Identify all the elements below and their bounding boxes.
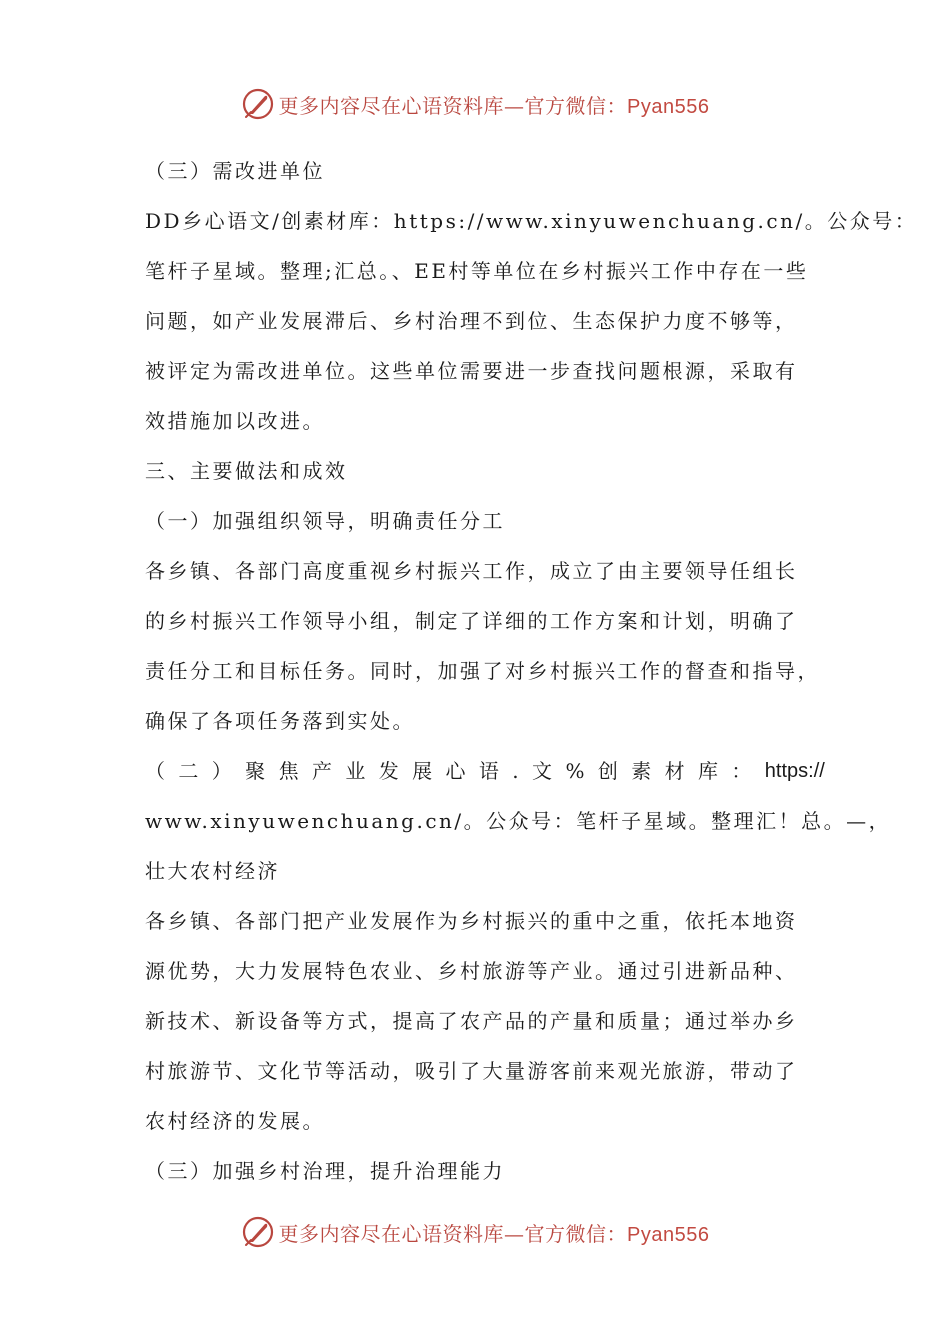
section-heading: （三）加强乡村治理，提升治理能力 [145,1159,505,1183]
paragraph-line: 农村经济的发展。 [145,1109,325,1133]
paragraph-line: 确保了各项任务落到实处。 [145,709,415,733]
paragraph-line: 被评定为需改进单位。这些单位需要进一步查找问题根源，采取有 [145,359,798,383]
section-heading: 三、主要做法和成效 [145,459,348,483]
paragraph-line: 壮大农村经济 [145,859,280,883]
footer-banner [0,1212,950,1252]
wechat-id: Pyan556 [627,1223,710,1246]
paragraph-line: 新技术、新设备等方式，提高了农产品的产量和质量；通过举办乡 [145,1009,798,1033]
quill-pen-logo-icon [241,1215,275,1249]
header-banner [0,84,950,124]
paragraph-line: 源优势，大力发展特色农业、乡村旅游等产业。通过引进新品种、 [145,959,798,983]
paragraph-line: 效措施加以改进。 [145,409,325,433]
paragraph-line: www.xinyuwenchuang.cn/。公众号：笔杆子星域。整理汇！总。—， [145,809,892,833]
paragraph-line: DD乡心语文/创素材库：https://www.xinyuwenchuang.cn/。公众号： [145,209,918,233]
quill-pen-logo-icon [241,87,275,121]
paragraph-line: 各乡镇、各部门高度重视乡村振兴工作，成立了由主要领导任组长 [145,559,798,583]
paragraph-line: 问题，如产业发展滞后、乡村治理不到位、生态保护力度不够等， [145,309,798,333]
paragraph-line: 各乡镇、各部门把产业发展作为乡村振兴的重中之重，依托本地资 [145,909,798,933]
paragraph-line: 责任分工和目标任务。同时，加强了对乡村振兴工作的督查和指导， [145,659,820,683]
wechat-id: Pyan556 [627,95,710,118]
section-heading-spread: （ 二 ） 聚 焦 产 业 发 展 心 语 . 文 % 创 素 材 库 ： https:// [145,759,825,783]
section-heading: （三）需改进单位 [145,159,325,183]
banner-text: 更多内容尽在心语资料库—官方微信：Pyan556 [278,1221,710,1246]
paragraph-line: 的乡村振兴工作领导小组，制定了详细的工作方案和计划，明确了 [145,609,798,633]
section-heading: （一）加强组织领导，明确责任分工 [145,509,505,533]
banner-text: 更多内容尽在心语资料库—官方微信：Pyan556 [278,93,710,118]
paragraph-line: 笔杆子星域。整理;汇总。、EE村等单位在乡村振兴工作中存在一些 [145,259,809,283]
document-body [145,146,918,1196]
paragraph-line: 村旅游节、文化节等活动，吸引了大量游客前来观光旅游，带动了 [145,1059,798,1083]
